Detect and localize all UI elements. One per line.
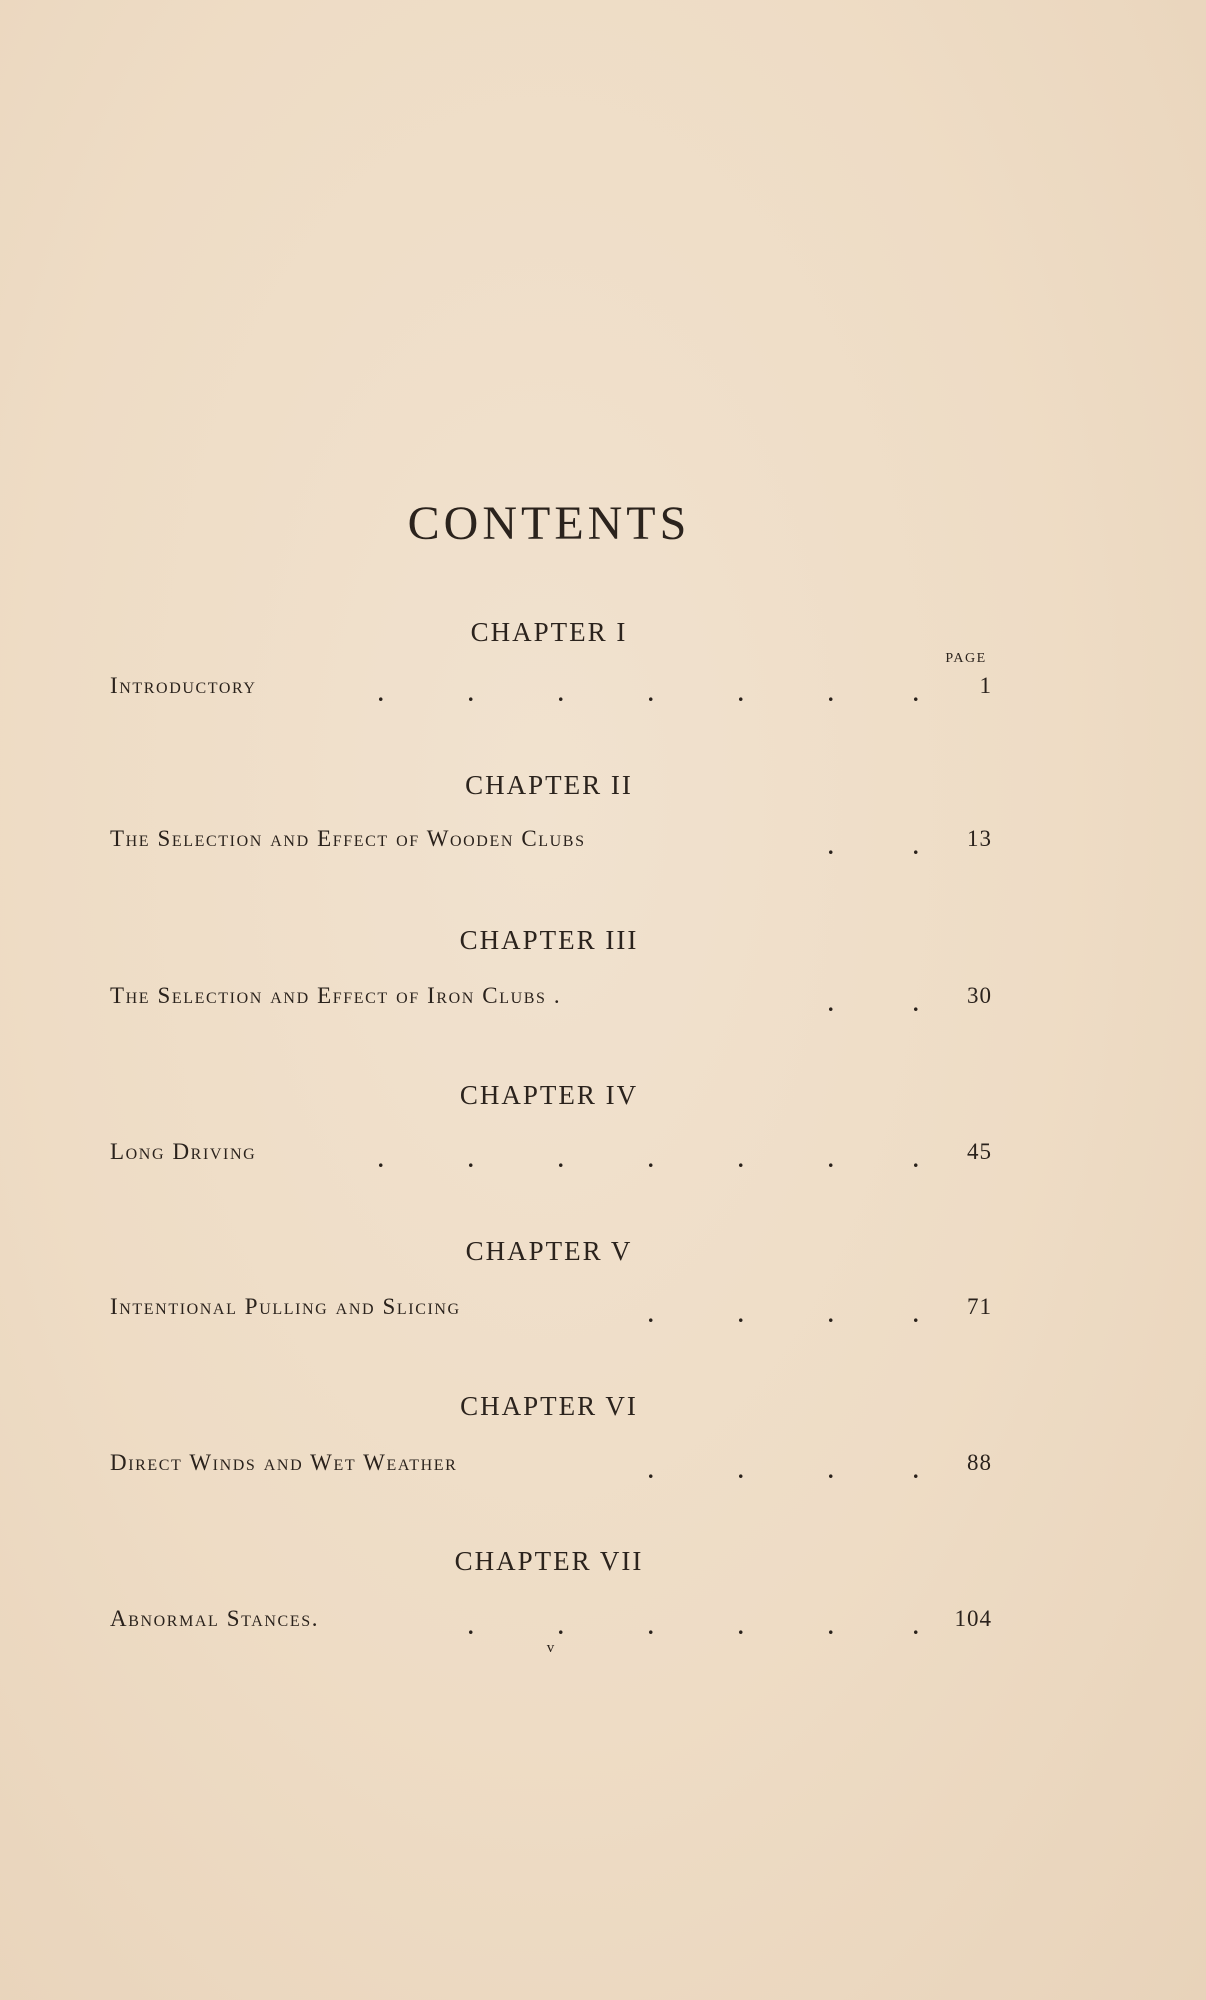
leader-dot: . [648, 1147, 654, 1172]
page-title: CONTENTS [407, 497, 691, 550]
toc-entry-page: 30 [967, 983, 992, 1008]
leader-dot: . [913, 991, 919, 1016]
toc-entry[interactable] [110, 1139, 992, 1173]
leader-dot: . [828, 991, 834, 1016]
page-column-heading: PAGE [945, 651, 987, 666]
leader-dot: . [558, 681, 564, 706]
leader-dot: . [828, 1614, 834, 1639]
leader-dot: . [648, 1614, 654, 1639]
toc-entry-page: 71 [967, 1294, 992, 1319]
toc-entry[interactable] [110, 673, 992, 707]
leader-dot: . [913, 834, 919, 859]
toc-entry[interactable] [110, 1450, 992, 1484]
toc-entry[interactable] [110, 1294, 992, 1328]
leader-dot: . [648, 1458, 654, 1483]
leader-dot: . [468, 681, 474, 706]
leader-dot: . [558, 1614, 564, 1639]
leader-dot: . [738, 1614, 744, 1639]
chapter-heading: CHAPTER VI [460, 1391, 638, 1421]
toc-entry-page: 104 [954, 1606, 992, 1631]
leader-dot: . [828, 1302, 834, 1327]
leader-dot: . [913, 1614, 919, 1639]
toc-entry-title: The Selection and Effect of Wooden Clubs [110, 826, 586, 851]
toc-entry-title: Introductory [110, 673, 257, 698]
leader-dot: . [913, 1147, 919, 1172]
leader-dot: . [738, 1458, 744, 1483]
toc-entry-page: 45 [967, 1139, 992, 1164]
leader-dot: . [648, 1302, 654, 1327]
toc-entry-page: 1 [979, 673, 992, 698]
leader-dot: . [648, 681, 654, 706]
leader-dot: . [828, 681, 834, 706]
leader-dot: . [828, 1458, 834, 1483]
leader-dot: . [828, 834, 834, 859]
toc-entry-title: Long Driving [110, 1139, 257, 1164]
leader-dot: . [558, 1147, 564, 1172]
toc-entry-title: Intentional Pulling and Slicing [110, 1294, 461, 1319]
toc-entry-title: The Selection and Effect of Iron Clubs . [110, 983, 562, 1008]
leader-dot: . [738, 1302, 744, 1327]
leader-dot: . [378, 1147, 384, 1172]
leader-dot: . [913, 1302, 919, 1327]
leader-dot: . [913, 1458, 919, 1483]
page-folio: v [546, 1640, 556, 1656]
toc-entry[interactable] [110, 1606, 992, 1640]
leader-dot: . [468, 1614, 474, 1639]
chapter-heading: CHAPTER III [459, 925, 639, 955]
leader-dot: . [913, 681, 919, 706]
leader-dot: . [468, 1147, 474, 1172]
toc-entry[interactable] [110, 983, 992, 1017]
toc-entry-page: 13 [967, 826, 992, 851]
chapter-heading: CHAPTER VII [454, 1546, 644, 1576]
toc-entry-title: Abnormal Stances. [110, 1606, 320, 1631]
leader-dot: . [828, 1147, 834, 1172]
chapter-heading: CHAPTER V [465, 1236, 633, 1266]
leader-dot: . [738, 681, 744, 706]
toc-entry[interactable] [110, 826, 992, 860]
chapter-heading: CHAPTER I [470, 617, 628, 647]
chapter-heading: CHAPTER II [465, 770, 633, 800]
leader-dot: . [738, 1147, 744, 1172]
toc-entry-title: Direct Winds and Wet Weather [110, 1450, 458, 1475]
chapter-heading: CHAPTER IV [459, 1080, 639, 1110]
leader-dot: . [378, 681, 384, 706]
toc-entry-page: 88 [967, 1450, 992, 1475]
